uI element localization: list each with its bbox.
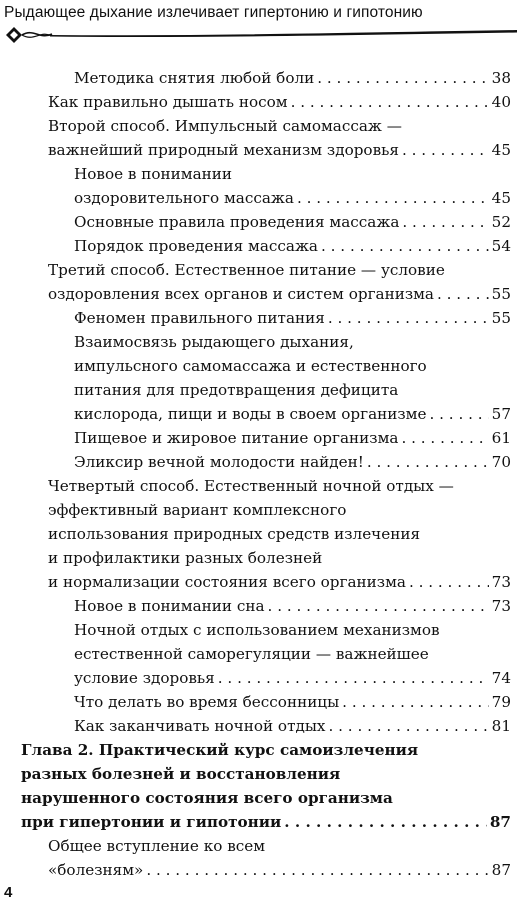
dot-leader — [429, 402, 488, 426]
dot-leader — [284, 810, 487, 834]
toc-entry-text: Основные правила проведения массажа — [74, 213, 400, 231]
toc-entry-text: условие здоровья — [74, 669, 215, 687]
toc-entry-line — [48, 546, 511, 570]
toc-entry-line — [48, 114, 511, 138]
toc-entry-text: Взаимосвязь рыдающего дыхания, — [74, 333, 354, 351]
toc-page-number: 57 — [491, 405, 511, 423]
toc-entry-line — [48, 282, 511, 306]
toc-entry — [74, 594, 511, 618]
toc-entry-line — [74, 714, 511, 738]
toc-page-number: 87 — [491, 861, 511, 879]
toc-entry-text: Как заканчивать ночной отдых — [74, 717, 326, 735]
toc-entry-line — [74, 66, 511, 90]
toc-page-number: 70 — [491, 453, 511, 471]
toc-page-number: 61 — [491, 429, 511, 447]
toc-entry-line — [74, 306, 511, 330]
dot-leader — [268, 594, 489, 618]
toc-entry — [74, 450, 511, 474]
toc-entry — [74, 618, 511, 690]
toc-page-number: 55 — [491, 309, 511, 327]
toc-entry-text: Четвертый способ. Естественный ночной отдых — — [48, 477, 454, 495]
fleuron-ornament-icon — [0, 20, 518, 50]
dot-leader — [317, 66, 488, 90]
toc-page-number: 38 — [491, 69, 511, 87]
toc-entry-text: Третий способ. Естественное питание — условие — [48, 261, 445, 279]
toc-page-number: 40 — [491, 93, 511, 111]
toc-entry-line — [74, 354, 511, 378]
toc-entry-text: Что делать во время бессонницы — [74, 693, 340, 711]
toc-entry — [48, 834, 511, 882]
toc-entry-line — [21, 762, 511, 786]
dot-leader — [297, 186, 489, 210]
toc-entry-line — [74, 378, 511, 402]
toc-entry-line — [74, 162, 511, 186]
toc-entry-line — [74, 618, 511, 642]
toc-entry-line — [21, 786, 511, 810]
toc-entry-text: при гипертонии и гипотонии — [21, 813, 282, 831]
toc-entry-text: и нормализации состояния всего организма — [48, 573, 406, 591]
toc-page-number: 45 — [491, 141, 511, 159]
toc-entry-text: разных болезней и восстановления — [21, 765, 341, 783]
toc-entry-text: Глава 2. Практический курс самоизлечения — [21, 741, 419, 759]
toc-entry-text: использования природных средств излечения — [48, 525, 421, 543]
toc-entry-line — [48, 258, 511, 282]
toc-entry — [74, 690, 511, 714]
toc-entry — [74, 234, 511, 258]
toc-entry-line — [48, 474, 511, 498]
dot-leader — [328, 306, 489, 330]
dot-leader — [367, 450, 489, 474]
toc-entry-text: Пищевое и жировое питание организма — [74, 429, 399, 447]
dot-leader — [146, 858, 488, 882]
toc-page-number: 73 — [491, 597, 511, 615]
toc-entry — [74, 306, 511, 330]
toc-entry-text: и профилактики разных болезней — [48, 549, 323, 567]
toc-entry-text: Новое в понимании сна — [74, 597, 265, 615]
toc-entry — [74, 66, 511, 90]
dot-leader — [402, 210, 488, 234]
toc-entry-line — [48, 90, 511, 114]
toc-entry-text: оздоровления всех органов и систем организма — [48, 285, 434, 303]
toc-entry-line — [74, 186, 511, 210]
table-of-contents — [0, 66, 518, 882]
toc-entry — [48, 258, 511, 306]
dot-leader — [342, 690, 489, 714]
toc-entry-line — [48, 138, 511, 162]
toc-entry-line — [74, 450, 511, 474]
toc-page-number: 52 — [491, 213, 511, 231]
dot-leader — [437, 282, 489, 306]
toc-page-number: 79 — [491, 693, 511, 711]
toc-entry-text: естественной саморегуляции — важнейшее — [74, 645, 429, 663]
toc-page-number: 45 — [491, 189, 511, 207]
toc-entry-line — [74, 642, 511, 666]
dot-leader — [401, 426, 488, 450]
toc-entry — [74, 162, 511, 210]
dot-leader — [328, 714, 488, 738]
toc-entry-line — [48, 522, 511, 546]
toc-entry-text: эффективный вариант комплексного — [48, 501, 347, 519]
toc-chapter-entry — [21, 738, 511, 834]
toc-entry-line — [48, 498, 511, 522]
toc-page-number: 55 — [491, 285, 511, 303]
toc-entry-text: нарушенного состояния всего организма — [21, 789, 393, 807]
toc-entry-text: оздоровительного массажа — [74, 189, 294, 207]
toc-entry-text: Новое в понимании — [74, 165, 233, 183]
toc-entry-line — [21, 810, 511, 834]
toc-entry-text: Как правильно дышать носом — [48, 93, 288, 111]
toc-entry-line — [48, 570, 511, 594]
toc-entry — [48, 114, 511, 162]
toc-page-number: 73 — [491, 573, 511, 591]
toc-entry-text: Методика снятия любой боли — [74, 69, 315, 87]
toc-entry-text: Порядок проведения массажа — [74, 237, 318, 255]
toc-entry-line — [74, 690, 511, 714]
toc-entry-line — [74, 426, 511, 450]
toc-page-number: 81 — [491, 717, 511, 735]
toc-entry-line — [21, 738, 511, 762]
toc-entry — [48, 90, 511, 114]
toc-entry-line — [74, 234, 511, 258]
running-header — [0, 0, 518, 52]
toc-entry — [74, 330, 511, 426]
running-header-title: Рыдающее дыхание излечивает гипертонию и гипотонию — [4, 4, 423, 21]
toc-entry-text: Второй способ. Импульсный самомассаж — — [48, 117, 402, 135]
toc-entry-text: Феномен правильного питания — [74, 309, 325, 327]
dot-leader — [409, 570, 489, 594]
toc-entry-text: важнейший природный механизм здоровья — [48, 141, 399, 159]
dot-leader — [291, 90, 489, 114]
toc-entry-line — [48, 834, 511, 858]
toc-entry-line — [74, 666, 511, 690]
toc-entry-text: питания для предотвращения дефицита — [74, 381, 399, 399]
toc-entry — [74, 426, 511, 450]
toc-page-number: 74 — [491, 669, 511, 687]
toc-entry-line — [74, 330, 511, 354]
toc-entry-line — [48, 858, 511, 882]
toc-entry-text: Общее вступление ко всем — [48, 837, 266, 855]
dot-leader — [402, 138, 489, 162]
toc-entry — [48, 474, 511, 594]
dot-leader — [218, 666, 489, 690]
toc-entry-text: Ночной отдых с использованием механизмов — [74, 621, 440, 639]
toc-entry-text: импульсного самомассажа и естественного — [74, 357, 427, 375]
toc-entry-line — [74, 402, 511, 426]
toc-entry-text: Эликсир вечной молодости найден! — [74, 453, 364, 471]
toc-entry-text: кислорода, пищи и воды в своем организме — [74, 405, 427, 423]
toc-entry-line — [74, 594, 511, 618]
toc-entry-text: «болезням» — [48, 861, 144, 879]
toc-entry — [74, 210, 511, 234]
toc-entry — [74, 714, 511, 738]
toc-entry-line — [74, 210, 511, 234]
dot-leader — [321, 234, 489, 258]
toc-page-number: 54 — [491, 237, 511, 255]
page-number: 4 — [4, 884, 13, 901]
toc-page-number: 87 — [489, 813, 511, 831]
